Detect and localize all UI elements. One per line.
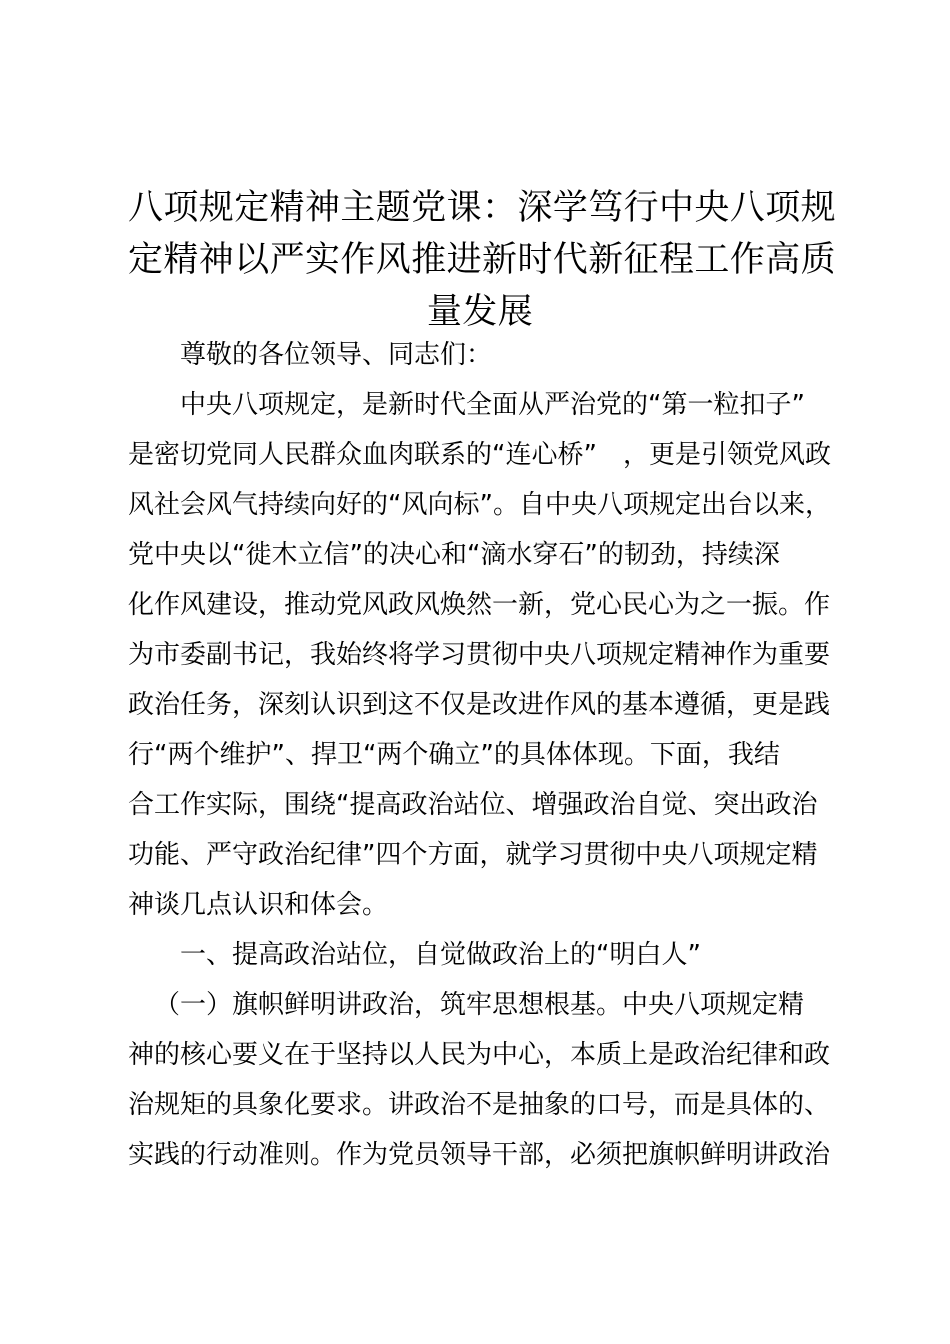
paragraph-line: 行“两个维护”、捍卫“两个确立”的具体体现。下面，我结 [128, 740, 780, 770]
section-heading-text: 一、提高政治站位，自觉做政治上的“明白人” [180, 940, 701, 970]
paragraph-line: 党中央以“徙木立信”的决心和“滴水穿石”的韧劲，持续深 [128, 540, 780, 570]
document-body [128, 330, 832, 1180]
paragraph-line: 化作风建设，推动党风政风焕然一新，党心民心为之一振。作 [128, 590, 831, 620]
document-title [128, 182, 837, 338]
paragraph-line: 中央八项规定，是新时代全面从严治党的“第一粒扣子” [180, 390, 805, 420]
title-line: 八项规定精神主题党课：深学笃行中央八项规 [128, 188, 837, 228]
paragraph-line: （一）旗帜鲜明讲政治，筑牢思想根基。中央八项规定精 [154, 990, 805, 1020]
salutation-text: 尊敬的各位领导、同志们： [180, 340, 493, 370]
title-line: 定精神以严实作风推进新时代新征程工作高质 [128, 240, 837, 280]
paragraph-line: 政治任务，深刻认识到这不仅是改进作风的基本遵循，更是践 [128, 690, 831, 720]
paragraph-line: 合工作实际，围绕“提高政治站位、增强政治自觉、突出政治 [128, 790, 818, 820]
salutation [128, 330, 832, 380]
paragraph-line: 神谈几点认识和体会。 [128, 890, 389, 920]
paragraph-line: 实践的行动准则。作为党员领导干部，必须把旗帜鲜明讲政治 [128, 1140, 831, 1170]
paragraph-line: 功能、严守政治纪律”四个方面，就学习贯彻中央八项规定精 [128, 840, 818, 870]
paragraph-intro [128, 380, 832, 930]
section-heading-1 [128, 930, 832, 980]
paragraph-line: 神的核心要义在于坚持以人民为中心，本质上是政治纪律和政 [128, 1040, 831, 1070]
paragraph-line: 为市委副书记，我始终将学习贯彻中央八项规定精神作为重要 [128, 640, 831, 670]
paragraph-line: 治规矩的具象化要求。讲政治不是抽象的口号，而是具体的、 [128, 1090, 831, 1120]
paragraph-line: 是密切党同人民群众血肉联系的“连心桥” ，更是引领党风政 [128, 440, 831, 470]
paragraph-line: 风社会风气持续向好的“风向标”。自中央八项规定出台以来， [128, 490, 831, 520]
paragraph-section-1-1 [128, 980, 832, 1180]
title-line: 量发展 [426, 292, 534, 332]
